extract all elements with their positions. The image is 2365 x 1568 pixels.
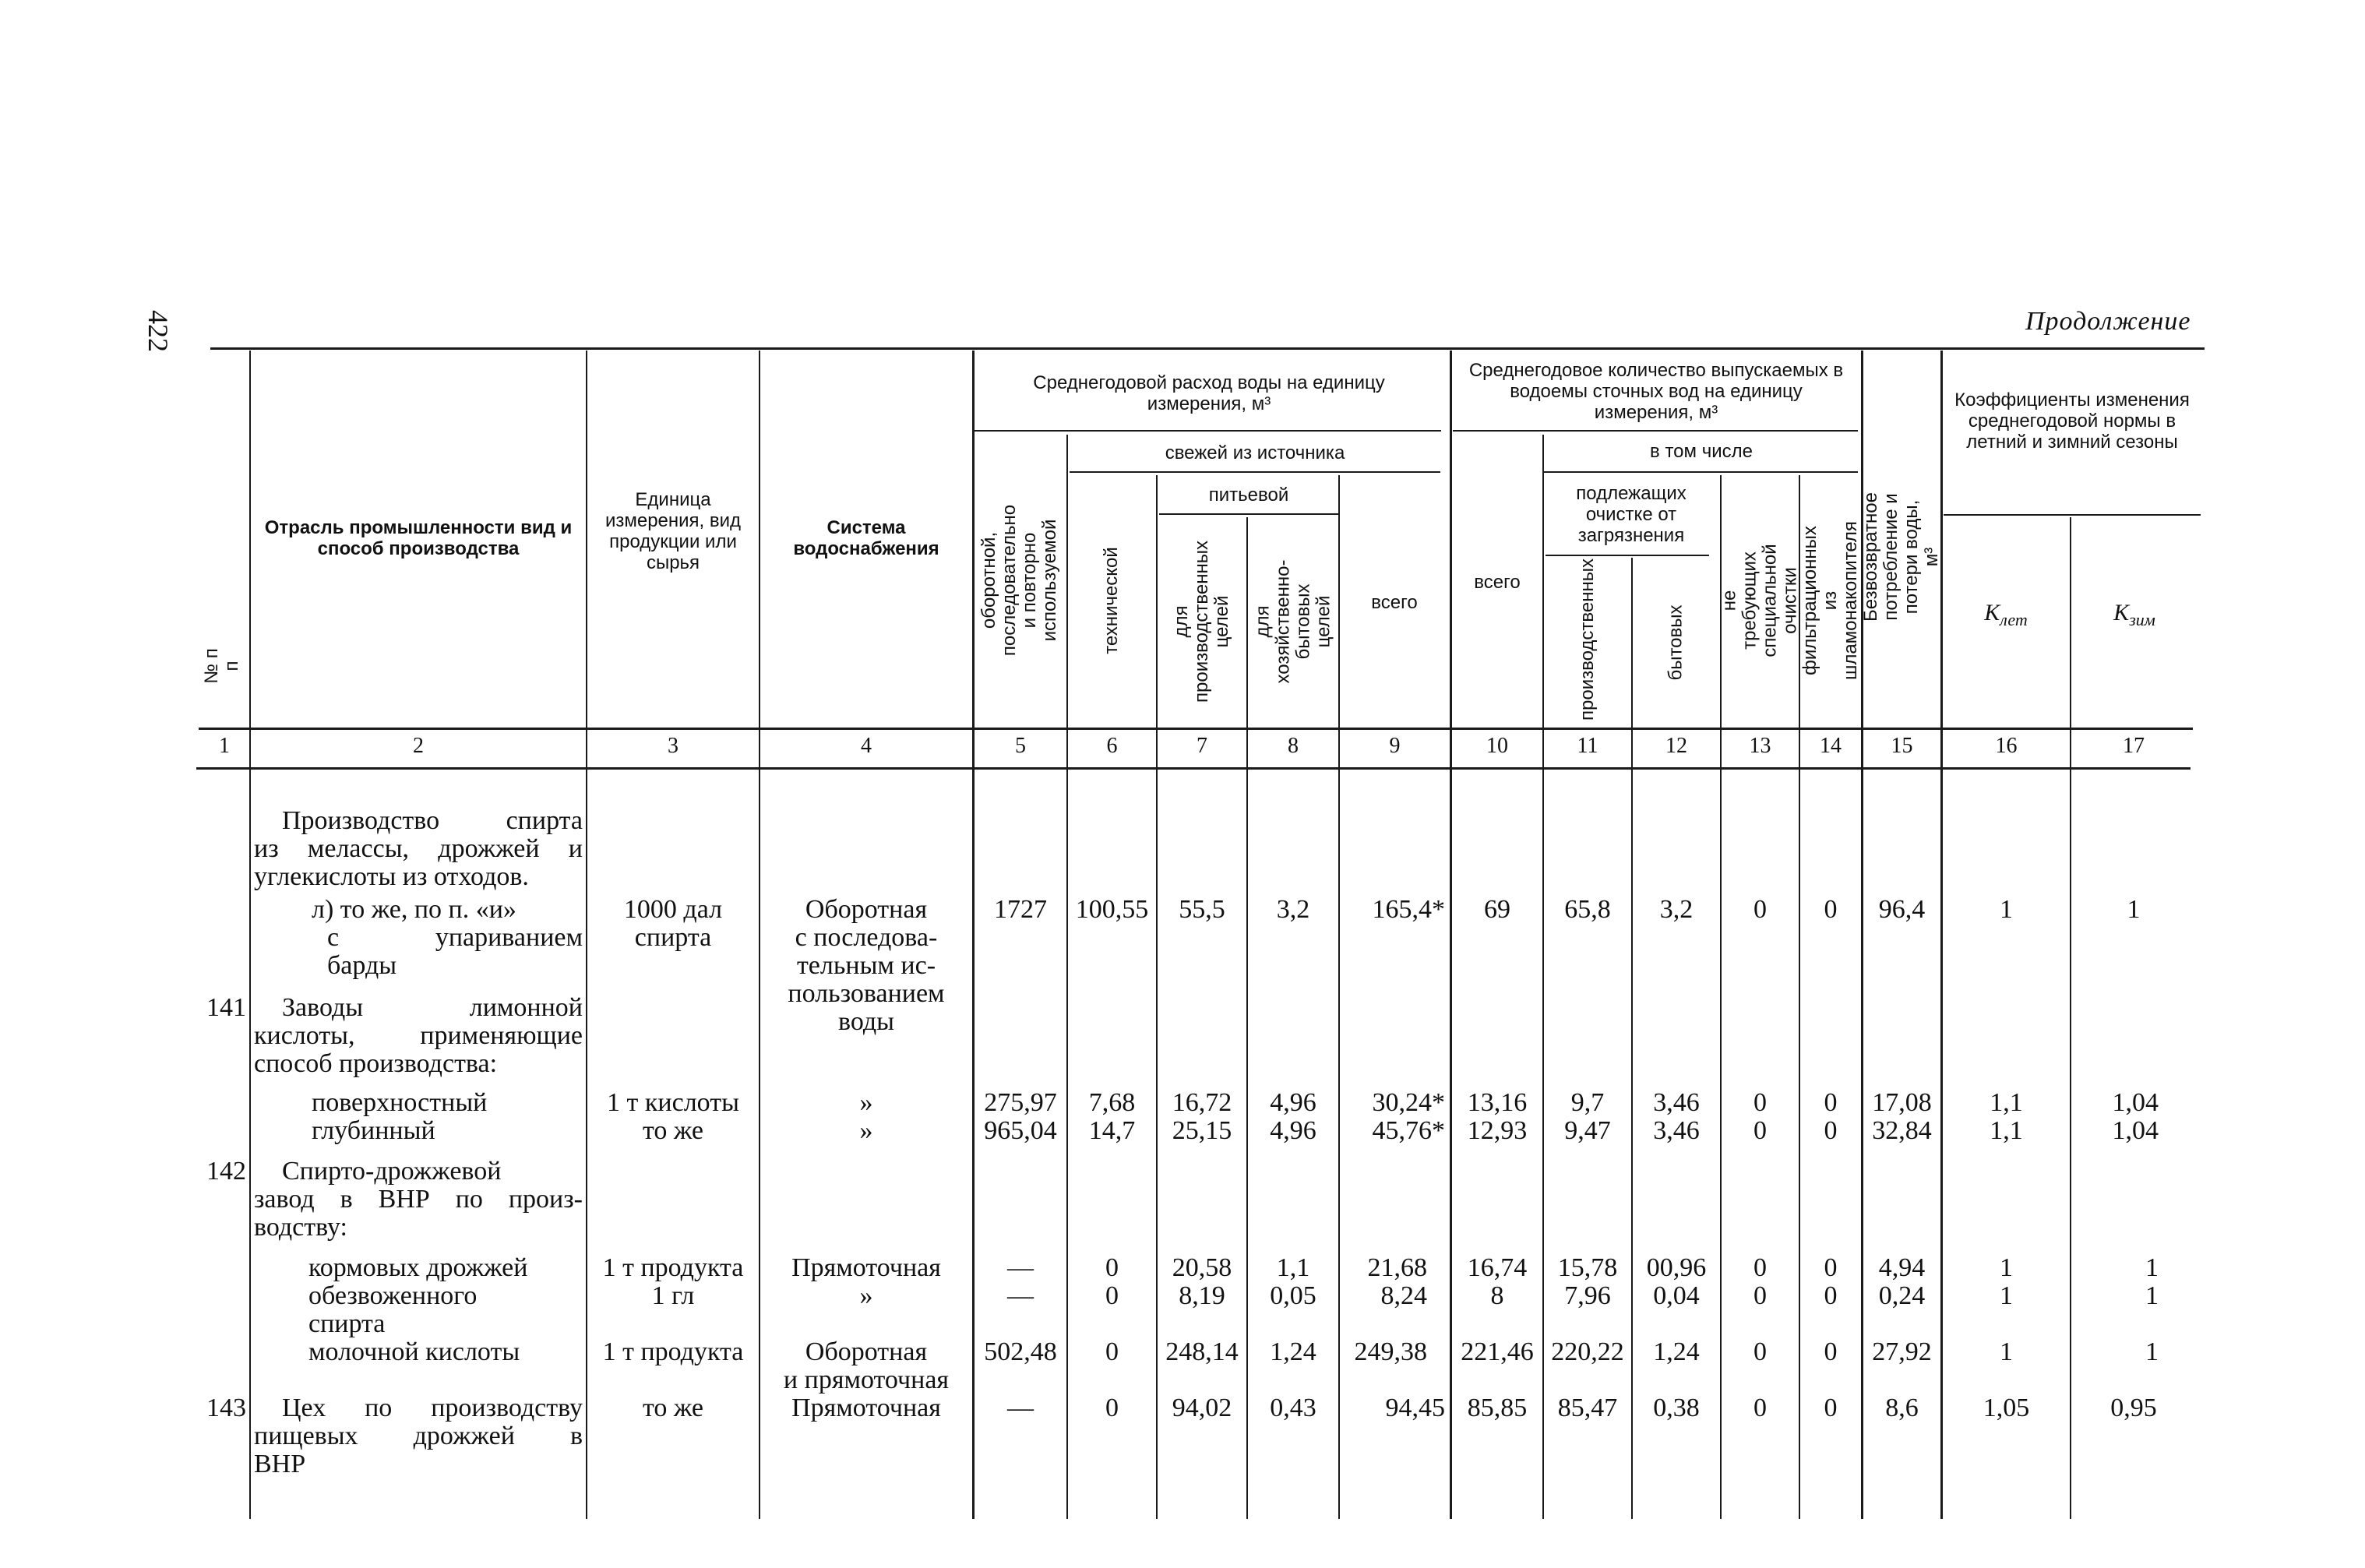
header-row-number: № п п xyxy=(201,648,242,684)
column-number: 11 xyxy=(1577,734,1598,758)
value-cell: 27,92 xyxy=(1872,1337,1932,1366)
value-cell: 8,24 xyxy=(1380,1281,1427,1310)
value-cell: 1 xyxy=(2000,1253,2013,1282)
column-number: 7 xyxy=(1197,734,1207,758)
value-cell: 4,94 xyxy=(1878,1253,1926,1282)
row-title-line: Заводы лимонной xyxy=(282,993,583,1022)
value-cell: 1 xyxy=(2000,895,2013,924)
value-cell: 0 xyxy=(1105,1281,1119,1310)
value-cell: 45,76* xyxy=(1372,1116,1445,1145)
value-cell: 96,4 xyxy=(1878,895,1926,924)
value-cell: 165,4* xyxy=(1372,895,1445,924)
column-number: 13 xyxy=(1749,734,1771,758)
header-irrecoverable: Безвозвратное потребление и потери воды, м³ xyxy=(1860,492,1942,622)
value-cell: 16,72 xyxy=(1172,1088,1232,1117)
value-cell: 4,96 xyxy=(1270,1116,1316,1145)
header-drinking-production: для производственных целей xyxy=(1171,541,1233,703)
value-cell: 0 xyxy=(1824,1116,1838,1145)
value-cell: 0 xyxy=(1753,1088,1767,1117)
column-number: 17 xyxy=(2123,734,2145,758)
header-avg-consumption: Среднегодовой расход воды на единицу измерения, м³ xyxy=(1033,372,1385,414)
header-rule-discharge xyxy=(1453,430,1858,432)
value-cell: 65,8 xyxy=(1564,895,1611,924)
value-cell: 15,78 xyxy=(1557,1253,1618,1282)
value-cell: 0 xyxy=(1824,895,1838,924)
header-fresh-total: всего xyxy=(1371,592,1418,613)
header-k-summer: $K_{лет}$ xyxy=(1984,600,2028,629)
column-number: 5 xyxy=(1015,734,1026,758)
value-cell: 0 xyxy=(1105,1253,1119,1282)
value-cell: 17,08 xyxy=(1872,1088,1932,1117)
column-number: 14 xyxy=(1820,734,1842,758)
value-cell: 1 xyxy=(2000,1337,2013,1366)
header-drinking: питьевой xyxy=(1208,484,1289,506)
page-number: 422 xyxy=(143,310,174,352)
header-production: производственных xyxy=(1577,558,1598,721)
value-cell: 00,96 xyxy=(1646,1253,1707,1282)
header-drinking-household: для хозяйственно-бытовых целей xyxy=(1252,559,1334,684)
row-number: 141 xyxy=(206,993,246,1022)
row-title-line: ВНР xyxy=(254,1450,306,1478)
row-system: с последова- xyxy=(795,923,938,952)
value-cell: 16,74 xyxy=(1467,1253,1528,1282)
row-system: тельным ис- xyxy=(796,951,936,980)
header-technical: технической xyxy=(1101,547,1123,654)
value-cell: 25,15 xyxy=(1172,1116,1232,1145)
column-number: 12 xyxy=(1665,734,1687,758)
value-cell: 0 xyxy=(1753,1394,1767,1422)
value-cell: 3,2 xyxy=(1659,895,1694,924)
header-industry: Отрасль промышленности вид и способ производства xyxy=(264,517,573,559)
row-title-line: кислоты, применяющие xyxy=(254,1021,583,1050)
value-cell: 0,04 xyxy=(1653,1281,1700,1310)
value-cell: 12,93 xyxy=(1467,1116,1528,1145)
value-cell: 965,04 xyxy=(984,1116,1057,1145)
header-recycled: оборотной, последовательно и повторно используемой xyxy=(978,504,1061,657)
value-cell: 69 xyxy=(1484,895,1510,924)
header-no-special-treatment: не требующих специальной очистки xyxy=(1718,544,1801,657)
value-cell: 0 xyxy=(1753,1253,1767,1282)
value-cell: 0,05 xyxy=(1270,1281,1316,1310)
value-cell: 1,24 xyxy=(1653,1337,1700,1366)
header-rule-to-treat xyxy=(1546,555,1709,556)
header-rule-drinking xyxy=(1159,513,1338,515)
value-cell: 100,55 xyxy=(1075,895,1149,924)
value-cell: 0 xyxy=(1824,1281,1838,1310)
column-number: 4 xyxy=(861,734,872,758)
row-system: » xyxy=(859,1088,873,1117)
value-cell: 3,46 xyxy=(1653,1088,1700,1117)
value-cell: 13,16 xyxy=(1467,1088,1528,1117)
row-unit: то же xyxy=(642,1116,704,1145)
value-cell: 0 xyxy=(1824,1394,1838,1422)
value-cell: 0 xyxy=(1753,1337,1767,1366)
value-cell: 502,48 xyxy=(984,1337,1057,1366)
header-coefficients: Коэффициенты изменения среднегодовой нормы в летний и зимний сезоны xyxy=(1954,389,2190,453)
column-numbers-top-rule xyxy=(199,728,2193,730)
row-label: с упариванием xyxy=(327,923,583,952)
value-cell: 275,97 xyxy=(984,1088,1057,1117)
value-cell: 0 xyxy=(1824,1337,1838,1366)
row-label: л) то же, по п. «и» xyxy=(312,895,516,924)
header-household: бытовых xyxy=(1665,604,1687,681)
header-filtration: фильтрационных из шламонакопителя xyxy=(1799,521,1861,680)
value-cell: 0 xyxy=(1824,1088,1838,1117)
value-cell: 94,45 xyxy=(1385,1394,1445,1422)
continuation-label: Продолжение xyxy=(2025,307,2191,336)
row-title-line: Производство спирта xyxy=(282,806,583,835)
col-rule-11 xyxy=(1631,558,1633,1519)
value-cell: 0 xyxy=(1105,1394,1119,1422)
column-number: 1 xyxy=(219,734,230,758)
row-unit: 1 т кислоты xyxy=(607,1088,739,1117)
value-cell: 4,96 xyxy=(1270,1088,1316,1117)
value-cell: 0 xyxy=(1824,1253,1838,1282)
row-system: Прямоточная xyxy=(791,1394,941,1422)
value-cell: 94,02 xyxy=(1172,1394,1232,1422)
row-title-line: водству: xyxy=(254,1213,347,1242)
value-cell: 85,47 xyxy=(1557,1394,1618,1422)
value-cell: 85,85 xyxy=(1467,1394,1528,1422)
row-title-line: из мелассы, дрожжей и xyxy=(254,834,583,863)
row-system: и прямоточная xyxy=(783,1365,950,1394)
value-cell: 7,68 xyxy=(1088,1088,1136,1117)
header-fresh: свежей из источника xyxy=(1165,442,1345,463)
value-cell: 9,47 xyxy=(1564,1116,1611,1145)
value-cell: 0 xyxy=(1753,1116,1767,1145)
header-to-treat: подлежащих очистке от загрязнения xyxy=(1576,483,1687,546)
row-system: » xyxy=(859,1116,873,1145)
value-cell: 1,04 xyxy=(2112,1088,2159,1117)
row-title-line: Спирто-дрожжевой xyxy=(282,1157,502,1186)
row-system: Оборотная xyxy=(805,895,928,924)
header-k-winter: $K_{зим}$ xyxy=(2113,600,2155,629)
row-system: Оборотная xyxy=(805,1337,928,1366)
value-cell: 3,46 xyxy=(1653,1116,1700,1145)
row-unit: 1 т продукта xyxy=(602,1253,744,1282)
header-rule-consumption xyxy=(974,430,1441,432)
header-unit: Единица измерения, вид продукции или сырья xyxy=(604,489,742,573)
value-cell: 3,2 xyxy=(1276,895,1310,924)
value-cell: 248,14 xyxy=(1165,1337,1239,1366)
column-number: 10 xyxy=(1486,734,1508,758)
row-label: молочной кислоты xyxy=(308,1337,520,1366)
col-rule-7 xyxy=(1246,517,1248,1519)
value-cell: 32,84 xyxy=(1872,1116,1932,1145)
value-cell: 249,38 xyxy=(1354,1337,1427,1366)
column-numbers-bottom-rule xyxy=(196,767,2191,770)
value-cell: 1,1 xyxy=(1990,1116,2023,1145)
row-label: спирта xyxy=(308,1309,386,1338)
column-number: 6 xyxy=(1106,734,1118,758)
row-label: обезвоженного xyxy=(308,1281,478,1310)
row-unit: спирта xyxy=(634,923,712,952)
row-label: глубинный xyxy=(312,1116,435,1145)
value-cell: 0 xyxy=(1753,895,1767,924)
value-cell: 1,24 xyxy=(1270,1337,1316,1366)
value-cell: — xyxy=(1007,1394,1034,1422)
value-cell: 21,68 xyxy=(1367,1253,1427,1282)
value-cell: 0,24 xyxy=(1878,1281,1926,1310)
row-system: » xyxy=(859,1281,873,1310)
value-cell: 30,24* xyxy=(1372,1088,1445,1117)
value-cell: 0,95 xyxy=(2110,1394,2157,1422)
column-number: 3 xyxy=(668,734,678,758)
row-number: 142 xyxy=(206,1157,246,1186)
value-cell: 20,58 xyxy=(1172,1253,1232,1282)
col-rule-2 xyxy=(586,351,587,1519)
row-title-line: способ производства: xyxy=(254,1049,498,1078)
value-cell: 1 xyxy=(2145,1337,2159,1366)
value-cell: 8,19 xyxy=(1179,1281,1225,1310)
value-cell: 1 xyxy=(2145,1281,2159,1310)
row-title-line: Цех по производству xyxy=(282,1394,583,1422)
col-rule-3 xyxy=(759,351,760,1519)
value-cell: 0,43 xyxy=(1270,1394,1316,1422)
row-label: кормовых дрожжей xyxy=(308,1253,528,1282)
value-cell: 0 xyxy=(1105,1337,1119,1366)
column-number: 16 xyxy=(1995,734,2018,758)
value-cell: 0,38 xyxy=(1653,1394,1700,1422)
column-number: 8 xyxy=(1288,734,1299,758)
value-cell: 55,5 xyxy=(1179,895,1225,924)
value-cell: 7,96 xyxy=(1564,1281,1611,1310)
col-rule-16 xyxy=(2070,517,2071,1519)
header-avg-discharge: Среднегодовое количество выпускаемых в водоемы сточных вод на единицу измерения, м³ xyxy=(1468,360,1844,423)
header-rule-including xyxy=(1542,471,1858,473)
column-number: 9 xyxy=(1389,734,1401,758)
row-unit: то же xyxy=(642,1394,704,1422)
row-system: воды xyxy=(838,1007,894,1036)
value-cell: 8,6 xyxy=(1885,1394,1919,1422)
value-cell: 0 xyxy=(1753,1281,1767,1310)
value-cell: 1,04 xyxy=(2112,1116,2159,1145)
row-unit: 1000 дал xyxy=(623,895,723,924)
row-system: пользованием xyxy=(788,979,945,1008)
header-supply-system: Система водоснабжения xyxy=(793,517,939,559)
column-number: 15 xyxy=(1891,734,1913,758)
row-system: Прямоточная xyxy=(791,1253,941,1282)
value-cell: 1,1 xyxy=(1276,1253,1310,1282)
row-unit: 1 т продукта xyxy=(602,1337,744,1366)
value-cell: 14,7 xyxy=(1088,1116,1136,1145)
value-cell: 1 xyxy=(2127,895,2141,924)
header-rule-coeff xyxy=(1944,514,2201,516)
row-label: поверхностный xyxy=(312,1088,488,1117)
value-cell: 1 xyxy=(2000,1281,2013,1310)
value-cell: 1727 xyxy=(994,895,1047,924)
row-title-line: завод в ВНР по произ- xyxy=(254,1185,583,1214)
value-cell: — xyxy=(1007,1281,1034,1310)
value-cell: 8 xyxy=(1490,1281,1504,1310)
row-number: 143 xyxy=(206,1394,246,1422)
value-cell: — xyxy=(1007,1253,1034,1282)
row-title-line: пищевых дрожжей в xyxy=(254,1422,583,1450)
value-cell: 221,46 xyxy=(1461,1337,1534,1366)
value-cell: 1,1 xyxy=(1990,1088,2023,1117)
header-including: в том числе xyxy=(1650,441,1753,462)
value-cell: 220,22 xyxy=(1551,1337,1624,1366)
row-unit: 1 гл xyxy=(651,1281,695,1310)
header-discharge-total: всего xyxy=(1474,572,1521,593)
value-cell: 1,05 xyxy=(1983,1394,2030,1422)
col-rule-1 xyxy=(249,351,251,1519)
row-label: барды xyxy=(327,951,397,980)
value-cell: 9,7 xyxy=(1570,1088,1605,1117)
header-rule-fresh xyxy=(1070,471,1440,473)
column-number: 2 xyxy=(413,734,424,758)
table-top-rule xyxy=(210,347,2205,350)
value-cell: 1 xyxy=(2145,1253,2159,1282)
row-title-line: углекислоты из отходов. xyxy=(254,862,529,891)
